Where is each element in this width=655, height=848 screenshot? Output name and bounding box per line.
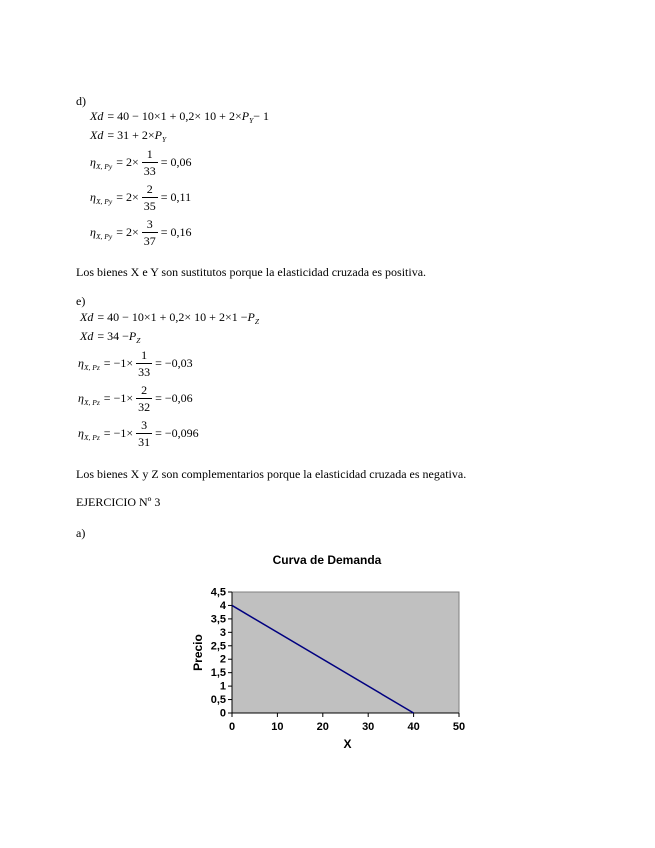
eta-sub: X, Pz — [83, 363, 100, 372]
x-tick-label: 30 — [362, 721, 375, 733]
exercise-heading: EJERCICIO Nº 3 — [76, 495, 161, 509]
result: = −0,06 — [155, 391, 193, 405]
x-tick-label: 0 — [228, 721, 236, 733]
numerator: 3 — [141, 418, 148, 432]
eq-var: P — [241, 109, 250, 123]
result: = 0,16 — [160, 225, 192, 239]
eq-var-sub: Z — [136, 336, 141, 345]
elasticity-e-2 — [78, 384, 193, 413]
coef: = 2× — [116, 225, 139, 239]
eq-var-sub: Y — [162, 135, 167, 144]
eq-lhs: Xd — [90, 128, 104, 142]
x-tick-label: 40 — [407, 721, 420, 733]
denominator: 33 — [143, 164, 156, 178]
eta-symbol: η — [90, 155, 96, 169]
denominator: 33 — [138, 365, 151, 379]
eta-sub: X, Pz — [83, 433, 100, 442]
eq-tail: − 1 — [253, 109, 270, 123]
chart-title: Curva de Demanda — [272, 553, 382, 567]
elasticity-d-1 — [90, 148, 192, 177]
eta-symbol: η — [90, 190, 96, 204]
x-tick-label: 50 — [452, 721, 466, 733]
eta-symbol: η — [78, 391, 84, 405]
fraction — [142, 183, 158, 212]
eq-rhs: = 40 − 10×1 + 0,2× 10 + 2×1 − — [97, 310, 248, 324]
coef: = −1× — [103, 356, 134, 370]
equation-d-1 — [90, 109, 269, 124]
x-tick-label: 20 — [316, 721, 329, 733]
section-e-label: e) — [76, 294, 86, 308]
eq-rhs: = 34 − — [97, 329, 129, 343]
equation-e-1 — [80, 310, 259, 325]
fraction — [142, 218, 158, 247]
eta-symbol: η — [78, 356, 84, 370]
eq-var: P — [247, 310, 255, 324]
result: = 0,06 — [160, 155, 192, 169]
numerator: 1 — [141, 348, 148, 362]
elasticity-e-1 — [78, 349, 193, 378]
eq-lhs: Xd — [80, 310, 94, 324]
y-axis-label: Precio — [191, 634, 205, 671]
eta-sub: X, Pz — [83, 398, 100, 407]
conclusion-d: Los bienes X e Y son sustitutos porque la elasticidad cruzada es positiva. — [76, 265, 427, 279]
y-tick-label: 0 — [219, 707, 226, 720]
eta-symbol: η — [78, 426, 84, 440]
coef: = 2× — [116, 155, 139, 169]
equation-e-2 — [80, 329, 140, 344]
eta-sub: X, Py — [95, 162, 113, 171]
y-tick-label: 3 — [219, 626, 226, 639]
part-a-label: a) — [76, 526, 86, 540]
numerator: 3 — [146, 217, 153, 231]
eq-var: P — [128, 329, 137, 343]
fraction — [142, 148, 158, 177]
y-tick-label: 1 — [219, 680, 226, 693]
numerator: 2 — [141, 383, 148, 397]
coef: = −1× — [103, 391, 134, 405]
fraction — [136, 349, 152, 378]
y-tick-label: 2 — [219, 653, 226, 666]
demand-chart — [180, 580, 480, 760]
y-tick-label: 3,5 — [210, 613, 226, 626]
y-tick-label: 0,5 — [210, 694, 226, 707]
denominator: 31 — [138, 435, 151, 449]
denominator: 32 — [138, 400, 151, 414]
conclusion-e: Los bienes X y Z son complementarios porque la elasticidad cruzada es negativa. — [76, 467, 467, 481]
numerator: 2 — [146, 182, 153, 196]
result: = 0,11 — [160, 190, 192, 204]
eq-lhs: Xd — [90, 109, 104, 123]
x-tick-label: 10 — [271, 721, 284, 733]
eta-sub: X, Py — [95, 232, 113, 241]
coef: = −1× — [103, 426, 134, 440]
eq-rhs: = 31 + 2× — [107, 128, 155, 142]
eq-var-sub: Z — [254, 317, 259, 326]
fraction — [136, 419, 152, 448]
plot-area — [232, 592, 459, 713]
numerator: 1 — [146, 147, 153, 161]
result: = −0,096 — [155, 426, 199, 440]
eq-lhs: Xd — [80, 329, 94, 343]
denominator: 37 — [143, 234, 156, 248]
eq-var: P — [154, 128, 162, 142]
x-axis-label: X — [343, 737, 352, 751]
denominator: 35 — [143, 199, 156, 213]
eq-var-sub: Y — [249, 116, 254, 125]
section-d-label: d) — [76, 94, 86, 108]
equation-d-2 — [90, 128, 166, 143]
elasticity-d-2 — [90, 183, 191, 212]
y-tick-label: 4,5 — [210, 586, 226, 599]
fraction — [136, 384, 152, 413]
y-tick-label: 4 — [219, 599, 226, 612]
result: = −0,03 — [155, 356, 193, 370]
coef: = 2× — [116, 190, 139, 204]
eta-symbol: η — [90, 225, 96, 239]
elasticity-e-3 — [78, 419, 199, 448]
elasticity-d-3 — [90, 218, 192, 247]
eq-rhs: = 40 − 10×1 + 0,2× 10 + 2× — [107, 109, 242, 123]
y-tick-label: 1,5 — [210, 667, 226, 680]
y-tick-label: 2,5 — [210, 640, 226, 653]
eta-sub: X, Py — [95, 197, 113, 206]
